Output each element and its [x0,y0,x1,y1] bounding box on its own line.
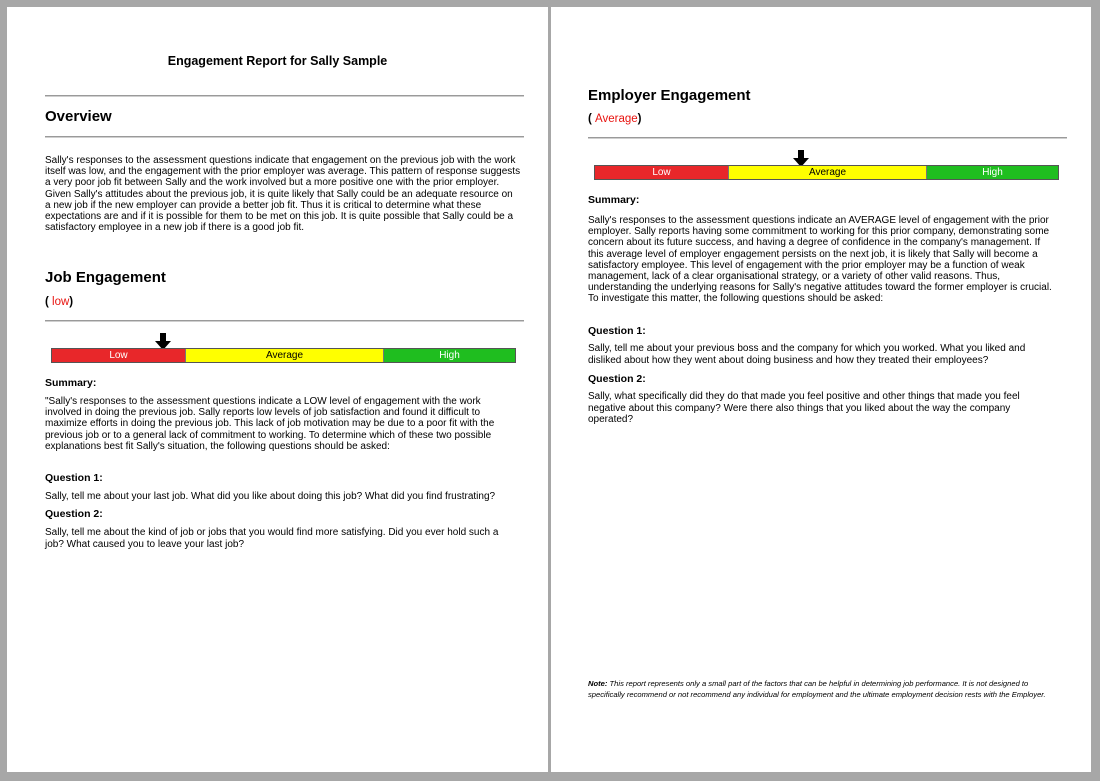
job-engagement-heading: Job Engagement [45,269,166,286]
employer-question-2-text: Sally, what specifically did they do that made you feel positive and other things that made you feel negative about this company? Were there also things that you liked about the way the company operated? [588,391,1020,425]
disclaimer-note [588,679,1048,700]
note-label: Note: [588,679,608,688]
employer-engagement-level: ( Average) [588,113,642,125]
divider [45,320,524,322]
job-engagement-level: ( low) [45,296,74,308]
employer-question-1-text: Sally, tell me about your previous boss and the company for which you worked. What you liked and disliked about how they went about doing business and how they treated their employees? [588,343,1026,366]
employer-engagement-heading: Employer Engagement [588,87,751,104]
employer-question-2-label: Question 2: [588,373,646,385]
overview-heading: Overview [45,108,112,125]
job-question-2-text: Sally, tell me about the kind of job or jobs that you would find more satisfying. Did you ever hold such a job? What caused you to leave your last job? [45,527,499,550]
job-engagement-level-value: low [52,296,70,308]
job-question-1-label: Question 1: [45,472,103,484]
report-page-right [551,7,1091,772]
job-summary-text: "Sally's responses to the assessment questions indicate a LOW level of engagement with the work involved in doing the previous job. Sally reports low levels of job satisfaction and found it difficult to maximize efforts in doing the previous job. This lack of job motivation may be due to a poor fit with the previous job or to a general lack of commitment to working. To determine which of these two possible explanations best fit Sally's situation, the following questions should be asked: [45,396,495,452]
report-page-left [7,7,548,772]
employer-summary-text: Sally's responses to the assessment questions indicate an AVERAGE level of engagement with the prior employer. Sally reports having some commitment to working for this prior company, demonstrating some concern about its future success, and having a degree of confidence in the company's management. If this average level of employer engagement persists on the next job, it is likely that Sally will become a satisfactory employee. This level of engagement with the prior employer may be a function of weak management, lack of a clear organisational strategy, or a variety of other valid reasons. Thus, understanding the underlying reasons for Sally's negative attitudes toward the former employer is crucial. To investigate this matter, the following questions should be asked: [588,215,1052,305]
job-summary-label: Summary: [45,377,97,389]
divider [45,136,524,138]
scale-low: Low [52,349,185,362]
employer-engagement-level-value: Average [595,113,638,125]
report-title: Engagement Report for Sally Sample [167,54,388,68]
job-question-2-label: Question 2: [45,508,103,520]
overview-text: Sally's responses to the assessment questions indicate that engagement on the previous job with the work itself was low, and the engagement with the prior employer was average. This pattern of response suggests a very poor job fit between Sally and the work involved but a more positive one with the prior employer. Given Sally's attitudes about the previous job, it is quite likely that Sally could be an adequate resource on a new job if the new employer can provide a better job fit. Thus it is critical to determine what these expectations are and if it is possible for them to be met on this job. It is quite possible that Sally could be a satisfactory employee in a new job if there is a good job fit. [45,155,521,234]
scale-high: High [927,166,1058,179]
scale-average: Average [185,349,384,362]
divider [588,137,1067,139]
employer-engagement-scale [594,165,1059,180]
scale-low: Low [595,166,728,179]
employer-summary-label: Summary: [588,194,640,206]
scale-high: High [384,349,515,362]
job-question-1-text: Sally, tell me about your last job. What did you like about doing this job? What did you find frustrating? [45,491,496,502]
note-text: This report represents only a small part of the factors that can be helpful in determining job performance. It is not designed to specifically recommend or not recommend any individual for employment and the ultimate employment decision rests with the Employer. [588,679,1046,699]
job-engagement-scale [51,348,516,363]
scale-average: Average [728,166,927,179]
divider [45,95,524,97]
employer-question-1-label: Question 1: [588,325,646,337]
